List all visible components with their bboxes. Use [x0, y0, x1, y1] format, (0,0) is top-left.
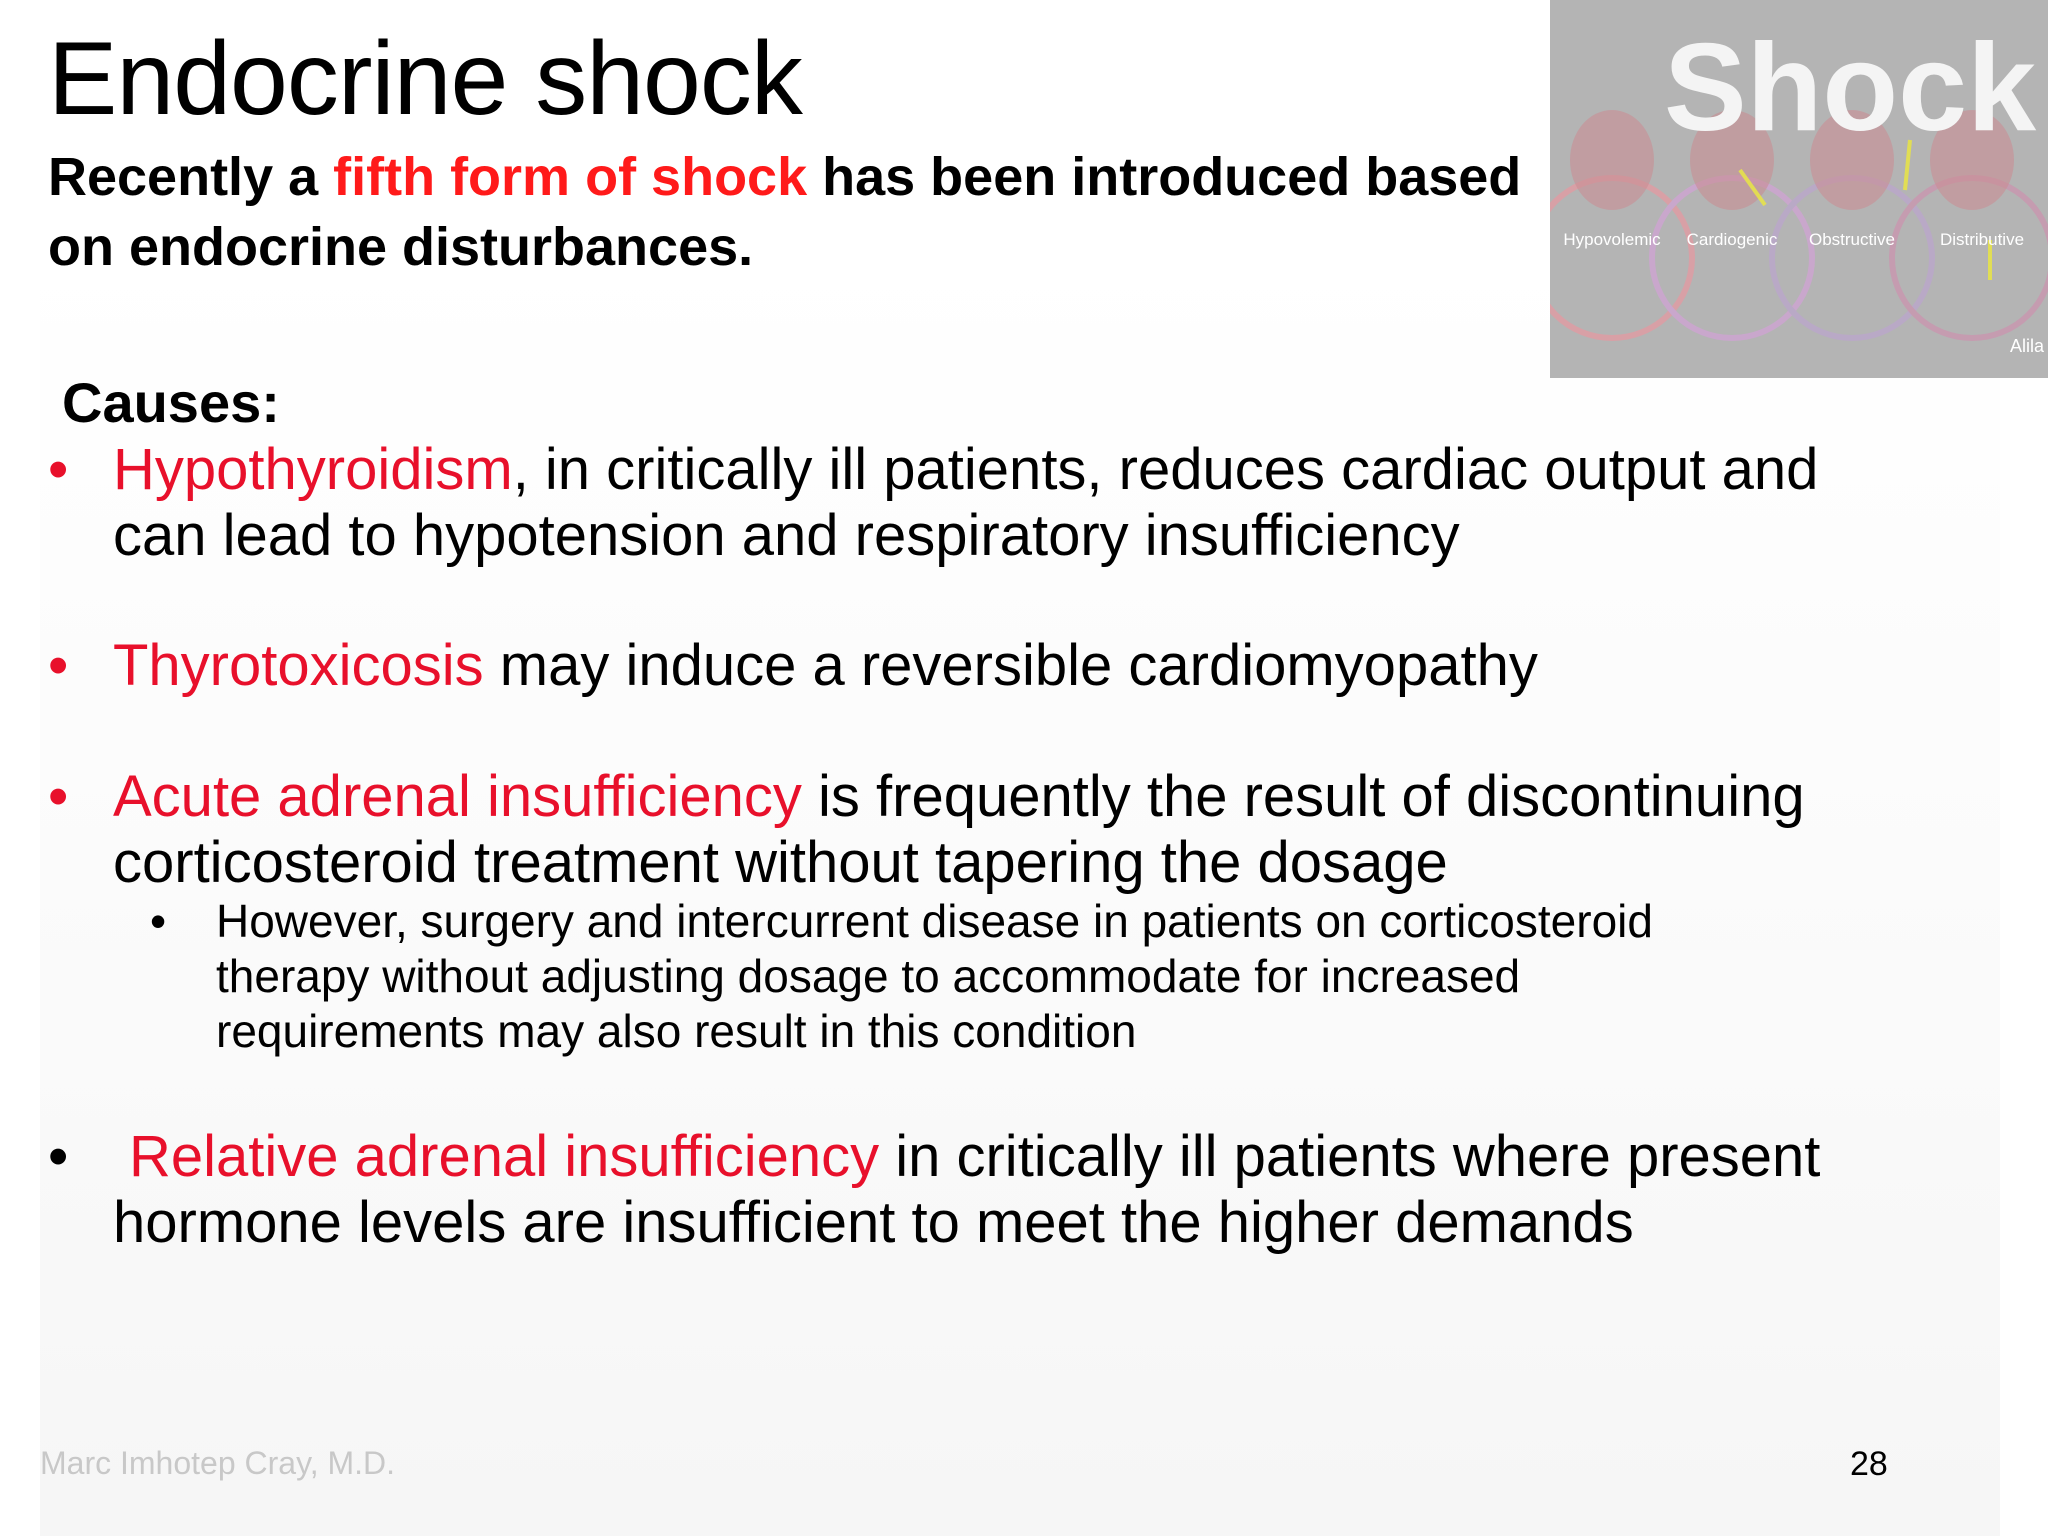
sub-bullet-line: therapy without adjusting dosage to accommodate for increased: [216, 950, 1521, 1002]
bullet-line: can lead to hypotension and respiratory insufficiency: [113, 503, 1460, 568]
bullet-line: , in critically ill patients, reduces cardiac output and: [512, 437, 1819, 502]
sub-bullet-line: requirements may also result in this condition: [216, 1005, 1137, 1057]
page-number: 28: [1850, 1445, 1888, 1483]
bullet-highlight: Hypothyroidism: [113, 437, 513, 502]
subtitle-text-start: Recently a: [48, 147, 334, 207]
bullet-line: in critically ill patients where present: [879, 1124, 1821, 1189]
label-hypovolemic: Hypovolemic: [1563, 230, 1661, 249]
bullet-highlight: Relative adrenal insufficiency: [129, 1124, 880, 1189]
heart-icon: [1570, 110, 1654, 210]
label-cardiogenic: Cardiogenic: [1686, 230, 1778, 249]
subtitle-highlight: fifth form of shock: [333, 147, 808, 207]
footer-author: Marc Imhotep Cray, M.D.: [40, 1445, 396, 1481]
slide-subtitle: [48, 142, 1548, 282]
bullet-line: corticosteroid treatment without tapering the dosage: [113, 830, 1448, 895]
bullet-dot: •: [48, 764, 69, 829]
bullet-text: [113, 437, 1818, 569]
causes-heading: Causes:: [62, 371, 280, 434]
bullet-line: is frequently the result of discontinuing: [801, 764, 1805, 829]
sub-bullet-dot: •: [150, 895, 167, 947]
sub-bullet-text: [216, 894, 1653, 1059]
shock-types-illustration: [1550, 0, 2048, 378]
bullet-text: [113, 764, 1805, 896]
bullet-highlight: Thyrotoxicosis: [113, 633, 484, 698]
label-distributive: Distributive: [1939, 230, 2025, 249]
bullet-text: [113, 1124, 1820, 1256]
bullet-dot: •: [48, 1124, 69, 1189]
label-obstructive: Obstructive: [1809, 230, 1895, 249]
bullet-highlight: Acute adrenal insufficiency: [113, 764, 802, 829]
thumbnail-watermark: Alila: [2010, 336, 2045, 356]
bullet-line: may induce a reversible cardiomyopathy: [483, 633, 1538, 698]
bullet-dot: •: [48, 633, 69, 698]
sub-bullet-line: However, surgery and intercurrent disease in patients on corticosteroid: [216, 895, 1653, 947]
subtitle-text-end: has been introduced based on endocrine disturbances.: [48, 147, 1522, 277]
shock-types-thumbnail: [1550, 0, 2048, 378]
bullet-dot: •: [48, 437, 69, 502]
slide-title: Endocrine shock: [48, 21, 802, 137]
thumbnail-heading: Shock: [1663, 19, 2037, 157]
bullet-line: hormone levels are insufficient to meet the higher demands: [113, 1190, 1634, 1255]
bullet-text: [113, 633, 1538, 699]
